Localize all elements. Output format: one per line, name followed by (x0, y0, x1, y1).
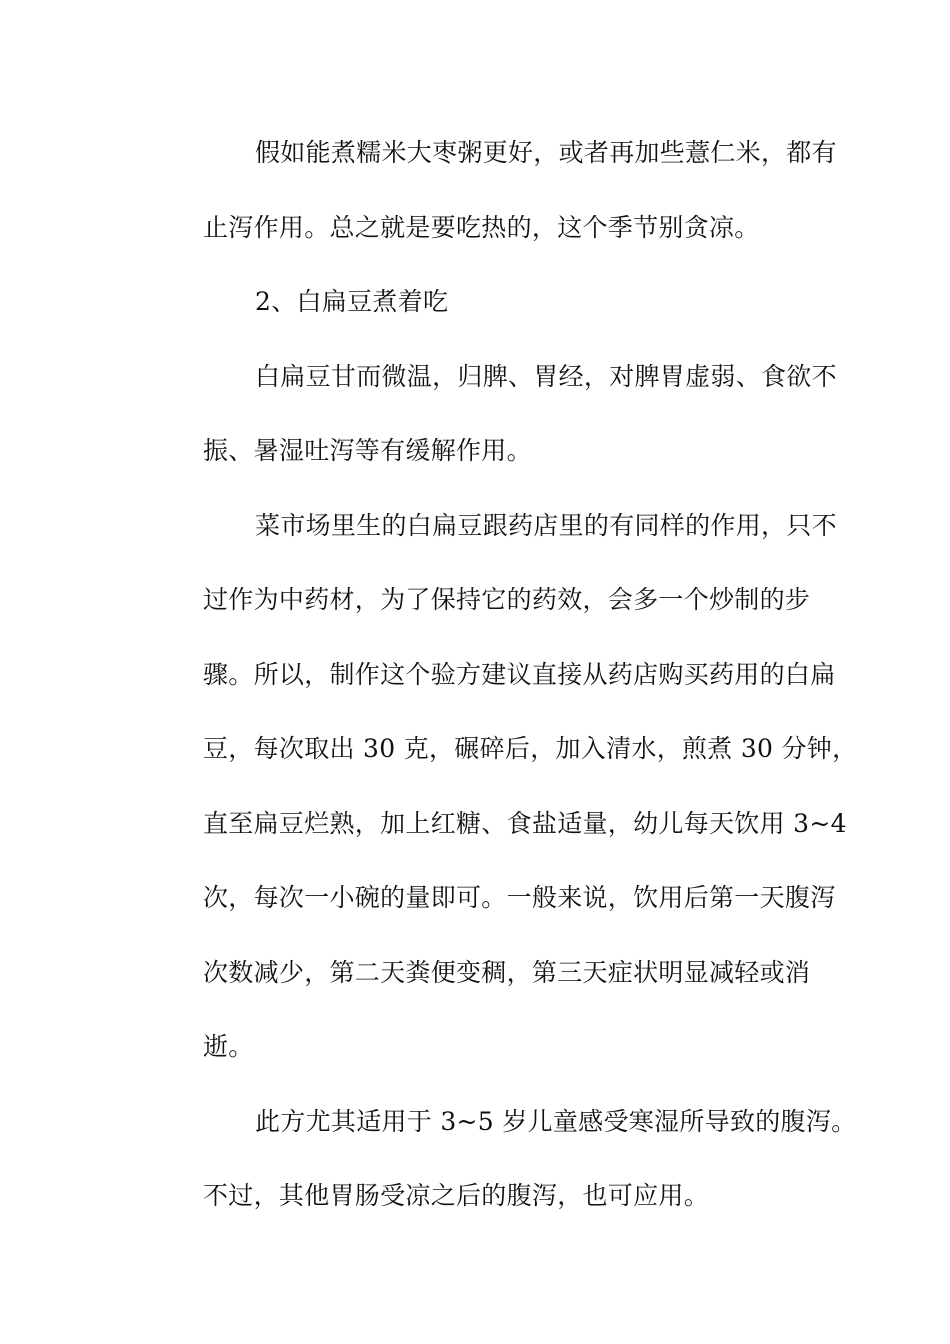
text-line: 过作为中药材，为了保持它的药效，会多一个炒制的步 (203, 585, 811, 614)
text-line: 逝。 (203, 1032, 254, 1061)
paragraph-congee (151, 116, 837, 265)
section-heading-white-bean (151, 265, 793, 340)
text-line: 假如能煮糯米大枣粥更好，或者再加些薏仁米，都有 (255, 138, 837, 167)
paragraph-recipe (151, 489, 858, 1085)
paragraph-applicability (151, 1085, 857, 1234)
text-line: 止泻作用。总之就是要吃热的，这个季节别贪凉。 (203, 212, 760, 242)
heading-line: 2、白扁豆煮着吃 (255, 287, 449, 316)
text-line: 豆，每次取出 30 克，碾碎后，加入清水，煎煮 30 分钟， (203, 734, 858, 763)
text-line: 不过，其他胃肠受凉之后的腹泻，也可应用。 (203, 1181, 710, 1210)
text-line: 直至扁豆烂熟，加上红糖、食盐适量，幼儿每天饮用 3~4 (203, 808, 847, 838)
text-line: 次，每次一小碗的量即可。一般来说，饮用后第一天腹泻 (203, 883, 836, 912)
text-line: 白扁豆甘而微温，归脾、胃经，对脾胃虚弱、食欲不 (255, 361, 837, 391)
text-line: 骤。所以，制作这个验方建议直接从药店购买药用的白扁 (203, 659, 836, 689)
text-line: 菜市场里生的白扁豆跟药店里的有同样的作用，只不 (255, 510, 837, 540)
text-line: 次数减少，第二天粪便变稠，第三天症状明显减轻或消 (203, 957, 811, 987)
text-line: 此方尤其适用于 3~5 岁儿童感受寒湿所导致的腹泻。 (255, 1106, 857, 1136)
document-body (151, 116, 858, 1234)
paragraph-bean-property (151, 340, 837, 489)
text-line: 振、暑湿吐泻等有缓解作用。 (203, 436, 532, 465)
